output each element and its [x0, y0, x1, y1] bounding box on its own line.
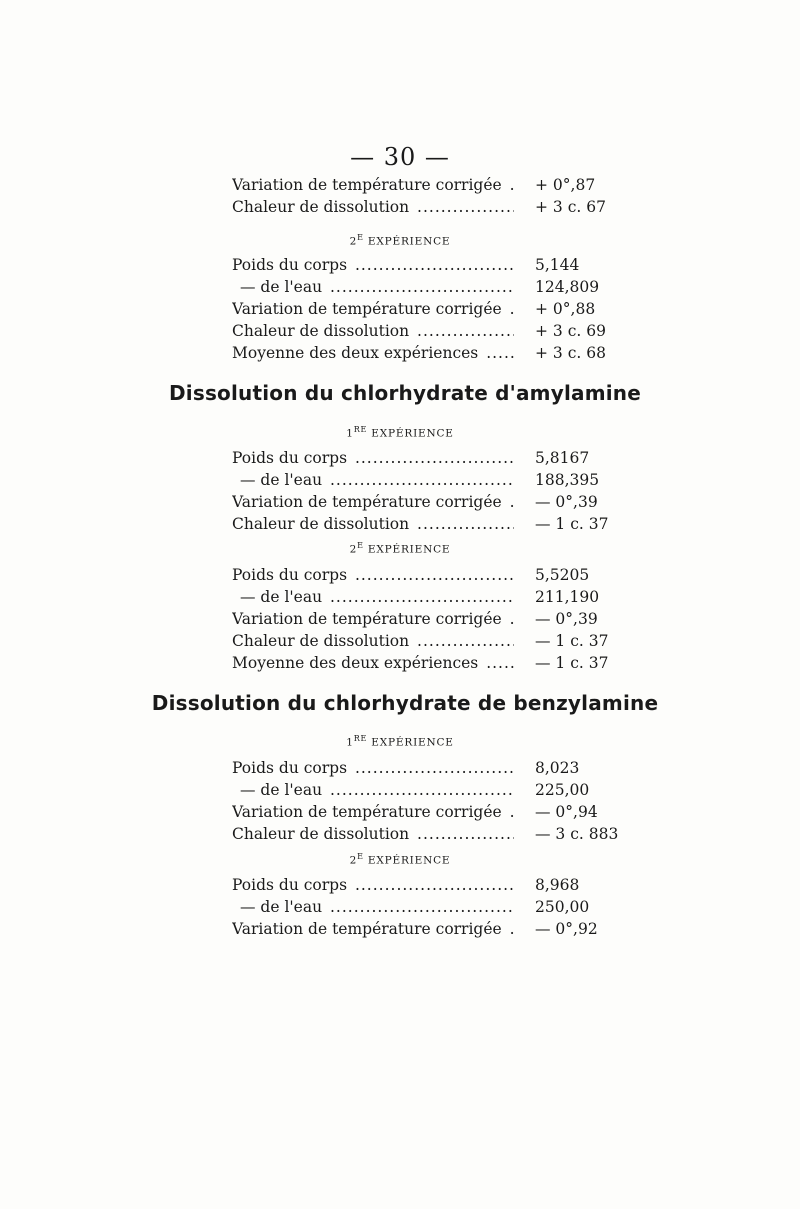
row-value: 250,00: [535, 898, 590, 916]
data-row: [0, 918, 800, 940]
row-value: 211,190: [535, 588, 600, 606]
data-row: [0, 608, 800, 630]
row-value: — 0°,94: [535, 803, 598, 821]
data-row: [0, 630, 800, 652]
data-row: [0, 469, 800, 491]
row-value: + 3 c. 67: [535, 198, 606, 216]
data-row: [0, 276, 800, 298]
row-value: — 0°,39: [535, 610, 598, 628]
section-title: Dissolution du chlorhydrate de benzylamine: [151, 691, 659, 715]
data-row: [0, 298, 800, 320]
row-value: — 0°,92: [535, 920, 598, 938]
row-value: 8,968: [535, 876, 580, 894]
row-label: Chaleur de dissolution: [232, 825, 410, 843]
data-row: [0, 491, 800, 513]
row-value: + 3 c. 69: [535, 322, 606, 340]
data-row: [0, 447, 800, 469]
row-value: + 3 c. 68: [535, 344, 606, 362]
row-label: Chaleur de dissolution: [232, 198, 410, 216]
data-row: [0, 896, 800, 918]
data-row: [0, 586, 800, 608]
row-label: Variation de température corrigée: [232, 803, 502, 821]
row-label: Poids du corps: [232, 759, 348, 777]
row-value: 5,144: [535, 256, 580, 274]
row-label: Poids du corps: [232, 876, 348, 894]
data-row: [0, 652, 800, 674]
experience-heading: $2^E$ EXPÉRIENCE: [349, 852, 451, 867]
section-title: Dissolution du chlorhydrate d'amylamine: [168, 381, 642, 405]
row-label: — de l'eau: [240, 278, 323, 296]
row-value: 5,5205: [535, 566, 590, 584]
row-label: Poids du corps: [232, 256, 348, 274]
data-row: [0, 779, 800, 801]
row-label: Variation de température corrigée: [232, 493, 502, 511]
row-value: — 1 c. 37: [535, 632, 609, 650]
experience-heading: $2^E$ EXPÉRIENCE: [349, 541, 451, 556]
row-value: + 0°,88: [535, 300, 596, 318]
data-row: [0, 174, 800, 196]
row-label: Variation de température corrigée: [232, 300, 502, 318]
data-row: [0, 757, 800, 779]
row-value: 225,00: [535, 781, 590, 799]
experience-heading: 1RE EXPÉRIENCE: [346, 425, 454, 440]
row-value: — 0°,39: [535, 493, 598, 511]
row-label: Moyenne des deux expériences: [232, 654, 479, 672]
data-row: [0, 513, 800, 535]
data-row: [0, 196, 800, 218]
row-label: Chaleur de dissolution: [232, 322, 410, 340]
experience-heading: $2^E$ EXPÉRIENCE: [349, 233, 451, 248]
row-value: 188,395: [535, 471, 600, 489]
data-row: [0, 823, 800, 845]
row-value: 5,8167: [535, 449, 590, 467]
row-label: Chaleur de dissolution: [232, 632, 410, 650]
data-row: [0, 564, 800, 586]
data-row: [0, 801, 800, 823]
data-row: [0, 320, 800, 342]
row-value: + 0°,87: [535, 176, 596, 194]
data-row: [0, 874, 800, 896]
row-label: Variation de température corrigée: [232, 610, 502, 628]
row-label: Variation de température corrigée: [232, 920, 502, 938]
row-label: — de l'eau: [240, 781, 323, 799]
row-label: Moyenne des deux expériences: [232, 344, 479, 362]
row-label: Chaleur de dissolution: [232, 515, 410, 533]
experience-heading: 1RE EXPÉRIENCE: [346, 734, 454, 749]
row-value: 8,023: [535, 759, 580, 777]
data-row: [0, 342, 800, 364]
row-label: Poids du corps: [232, 449, 348, 467]
row-label: — de l'eau: [240, 898, 323, 916]
row-label: — de l'eau: [240, 588, 323, 606]
row-value: — 1 c. 37: [535, 515, 609, 533]
data-row: [0, 254, 800, 276]
row-value: — 1 c. 37: [535, 654, 609, 672]
row-label: — de l'eau: [240, 471, 323, 489]
row-value: 124,809: [535, 278, 600, 296]
row-value: — 3 c. 883: [535, 825, 619, 843]
page-number: — 30 —: [350, 143, 450, 171]
row-label: Poids du corps: [232, 566, 348, 584]
row-label: Variation de température corrigée: [232, 176, 502, 194]
